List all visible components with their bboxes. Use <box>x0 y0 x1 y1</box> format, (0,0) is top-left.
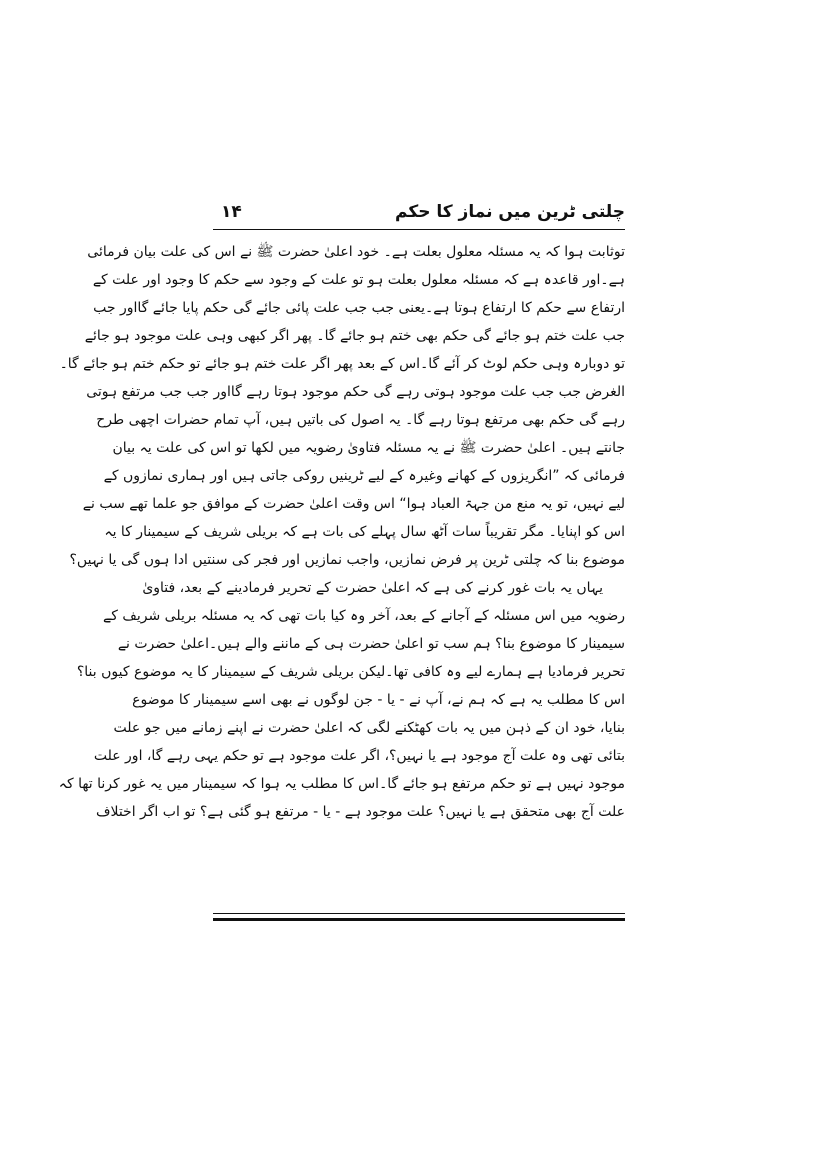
text-line: جانتے ہیں۔ اعلیٰ حضرت ﷺ نے یہ مسئلہ فتاویٰ رضویہ میں لکھا تو اس کی علت یہ بیان <box>112 440 625 456</box>
text-line: فرمائی کہ ”انگریزوں کے کھانے وغیرہ کے لیے ٹرینیں روکی جاتی ہیں اور ہماری نمازوں کے <box>103 468 625 484</box>
text-line: یہاں یہ بات غور کرنے کی ہے کہ اعلیٰ حضرت کے تحریر فرمادینے کے بعد، فتاویٰ <box>142 580 603 596</box>
header-rule <box>213 229 625 230</box>
footer-rule <box>213 913 625 914</box>
text-line: جب علت ختم ہو جائے گی حکم بھی ختم ہو جائے گا۔ پھر اگر کبھی وہی علت موجود ہو جائے <box>84 328 625 344</box>
text-line: رہے گی حکم بھی مرتفع ہوتا رہے گا۔ یہ اصول کی باتیں ہیں، آپ تمام حضرات اچھی طرح <box>96 412 625 428</box>
paragraph-1 <box>59 238 625 574</box>
text-line: اس کا مطلب یہ ہے کہ ہم نے، آپ نے - یا - جن لوگوں نے بھی اسے سیمینار کا موضوع <box>132 692 625 708</box>
paragraph-2 <box>58 574 625 826</box>
text-line: رضویہ میں اس مسئلہ کے آجانے کے بعد، آخر وہ کیا بات تھی کہ یہ مسئلہ بریلی شریف کے <box>103 608 625 624</box>
text-line: لیے نہیں، تو یہ منع من جہۃ العباد ہوا“ اس وقت اعلیٰ حضرت کے موافق جو علما تھے سب نے <box>82 496 625 512</box>
footer-rule-thick <box>213 918 625 921</box>
page-header <box>213 200 625 230</box>
text-line: بنایا، خود ان کے ذہن میں یہ بات کھٹکنے لگی کہ اعلیٰ حضرت نے اپنے زمانے میں جو علت <box>113 720 625 736</box>
text-line: بتائی تھی وہ علت آج موجود ہے یا نہیں؟، اگر علت موجود ہے تو حکم یہی رہے گا، اور علت <box>93 748 625 764</box>
page-number: ۱۴ <box>221 202 242 222</box>
running-title: چلتی ٹرین میں نماز کا حکم <box>394 202 625 222</box>
text-line: موضوع بنا کہ چلتی ٹرین پر فرض نمازیں، واجب نمازیں اور فجر کی سنتیں ادا ہوں گی یا نہیں؟ <box>69 552 625 568</box>
text-line: اس کو اپنایا۔ مگر تقریباً سات آٹھ سال پہلے کی بات ہے کہ بریلی شریف کے سیمینار کا یہ <box>104 524 625 540</box>
text-line: تو دوبارہ وہی حکم لوٹ کر آئے گا۔اس کے بعد پھر اگر علت ختم ہو جائے تو حکم ختم ہو جائے گا۔ <box>59 356 625 372</box>
text-line: سیمینار کا موضوع بنا؟ ہم سب تو اعلیٰ حضرت ہی کے ماننے والے ہیں۔اعلیٰ حضرت نے <box>117 636 625 652</box>
text-line: الغرض جب جب علت موجود ہوتی رہے گی حکم موجود ہوتا رہے گااور جب جب مرتفع ہوتی <box>86 384 625 400</box>
body-text <box>58 238 625 826</box>
text-line: توثابت ہوا کہ یہ مسئلہ معلول بعلت ہے۔ خود اعلیٰ حضرت ﷺ نے اس کی علت بیان فرمائی <box>87 244 625 260</box>
text-line: ہے۔اور قاعدہ ہے کہ مسئلہ معلول بعلت ہو تو علت کے وجود سے حکم کا وجود اور علت کے <box>92 272 625 288</box>
text-line: علت آج بھی متحقق ہے یا نہیں؟ علت موجود ہے - یا - مرتفع ہو گئی ہے؟ تو اب اگر اختلاف <box>95 804 625 820</box>
text-line: موجود نہیں ہے تو حکم مرتفع ہو جائے گا۔اس کا مطلب یہ ہوا کہ سیمینار میں یہ غور کرنا تھا کہ <box>58 776 625 792</box>
text-line: ارتفاع سے حکم کا ارتفاع ہوتا ہے۔یعنی جب جب علت پائی جائے گی حکم پایا جائے گااور جب <box>93 300 625 316</box>
text-line: تحریر فرمادیا ہے ہمارے لیے وہ کافی تھا۔لیکن بریلی شریف کے سیمینار کا یہ موضوع کیوں بنا؟ <box>76 664 625 680</box>
